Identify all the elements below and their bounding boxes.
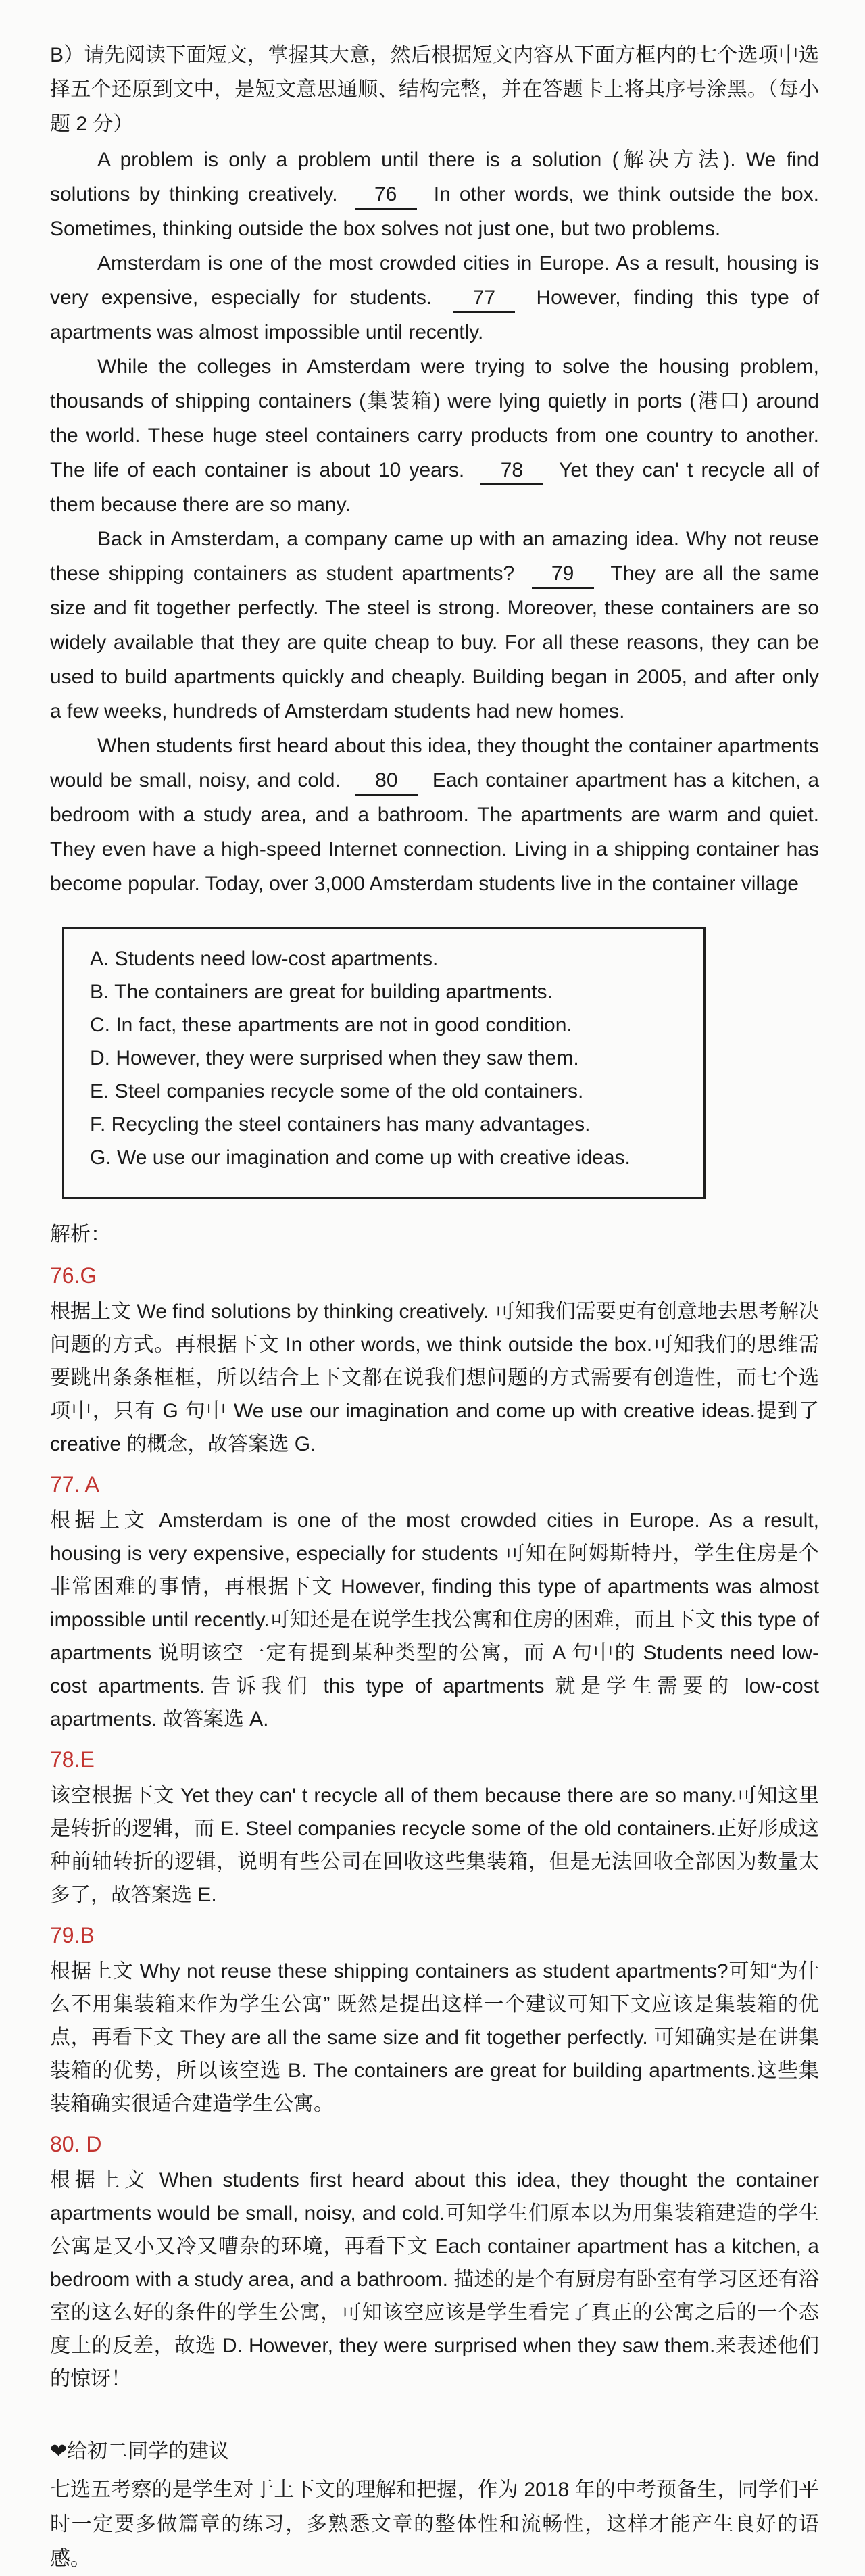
option-item: C. In fact, these apartments are not in good condition.: [90, 1014, 572, 1036]
option-item: E. Steel companies recycle some of the old containers.: [90, 1080, 584, 1102]
passage: [50, 143, 819, 901]
answer-blank-78: 78: [480, 458, 543, 485]
answer-blank-76: 76: [355, 182, 417, 210]
analysis-list: [50, 1259, 819, 2396]
answer-explanation: 根据上文 When students first heard about this idea, they thought the container apartments would be small, noisy, and cold.可知学生们原本以为用集装箱建造的学生公寓是又小又冷又嘈杂的环境，再看下文 Each container apartment has a kitchen, a bedroom with a study area, and a bathroom. 描述的是个有厨房有卧室有学习区还有浴室的这么好的条件的学生公寓，可知该空应该是学生看完了真正的公寓之后的一个态度上的反差，故选 D. However, they were surprised when they saw them.来表述他们的惊讶！: [50, 2169, 819, 2390]
answer-blank-80: 80: [355, 768, 418, 796]
passage-paragraph: While the colleges in Amsterdam were trying to solve the housing problem, thousands of shipping containers (集装箱) were lying quietly in ports (港口) around the world. These huge steel containers carry products from one country to another. The life of each container is about 10 years. 78 Yet they can' t recycle all of them because there are so many.: [50, 356, 819, 516]
passage-paragraph: Amsterdam is one of the most crowded cities in Europe. As a result, housing is very expensive, especially for students. 77 However, finding this type of apartments was almost impossible until recently.: [50, 252, 819, 343]
option-item: A. Students need low-cost apartments.: [90, 948, 439, 970]
answer-explanation: 根据上文 Amsterdam is one of the most crowded cities in Europe. As a result, housing is very expensive, especially for students 可知在阿姆斯特丹，学生住房是个非常困难的事情，再根据下文 However, finding this type of apartments was almost impossible until recently.可知还是在说学生找公寓和住房的困难，而且下文 this type of apartments 说明该空一定有提到某种类型的公寓，而 A 句中的 Students need low-cost apartments.告诉我们 this type of apartments 就是学生需要的 low-cost apartments. 故答案选 A.: [50, 1509, 819, 1730]
advice-title: 给初二同学的建议: [67, 2440, 230, 2462]
answer-label: 78.E: [50, 1747, 95, 1772]
advice-title-line: [50, 2435, 819, 2469]
answer-explanation: 该空根据下文 Yet they can' t recycle all of them because there are so many.可知这里是转折的逻辑，而 E. Steel companies recycle some of the old containers.正好形成这种前轴转折的逻辑，说明有些公司在回收这些集装箱，但是无法回收全部因为数量太多了，故答案选 E.: [50, 1784, 819, 1906]
answer-label: 77. A: [50, 1472, 99, 1497]
answer-blank-79: 79: [532, 561, 594, 589]
answer-explanation: 根据上文 We find solutions by thinking creatively. 可知我们需要更有创意地去思考解决问题的方式。再根据下文 In other words, we think outside the box.可知我们的思维需要跳出条条框框，所以结合上下文都在说我们想问题的方式需要有创造性，而七个选项中，只有 G 句中 We use our imagination and come up with creative ideas.提到了 creative 的概念，故答案选 G.: [50, 1301, 819, 1455]
answer-explanation: 根据上文 Why not reuse these shipping containers as student apartments?可知“为什么不用集装箱来作为学生公寓” 既然是提出这样一个建议可知下文应该是集装箱的优点，再看下文 They are all the same size and fit together perfectly. 可知确实是在讲集装箱的优势，所以该空选 B. The containers are great for building apartments.这些集装箱确实很适合建造学生公寓。: [50, 1960, 819, 2115]
passage-paragraph: When students first heard about this idea, they thought the container apartments would be small, noisy, and cold. 80 Each container apartment has a kitchen, a bedroom with a study area, and a bathroom. The apartments are warm and quiet. They even have a high-speed Internet connection. Living in a shipping container has become popular. Today, over 3,000 Amsterdam students live in the container village: [50, 735, 820, 895]
option-item: F. Recycling the steel containers has many advantages.: [90, 1113, 591, 1136]
analysis-heading: 解析：: [50, 1223, 111, 1246]
passage-paragraph: Back in Amsterdam, a company came up with an amazing idea. Why not reuse these shipping containers as student apartments? 79 They are all the same size and fit together perfectly. The steel is strong. Moreover, these containers are so widely available that they are quite cheap to buy. For all these reasons, they can be used to build apartments quickly and cheaply. Building began in 2005, and after only a few weeks, hundreds of Amsterdam students had new homes.: [50, 528, 820, 723]
answer-label: 79.B: [50, 1923, 95, 1947]
answer-label: 80. D: [50, 2132, 102, 2156]
options-box: [62, 927, 706, 1199]
advice-body: 七选五考察的是学生对于上下文的理解和把握，作为 2018 年的中考预备生，同学们平时一定要多做篇章的练习，多熟悉文章的整体性和流畅性，这样才能产生良好的语感。: [50, 2479, 819, 2570]
exercise-instructions: B）请先阅读下面短文，掌握其大意，然后根据短文内容从下面方框内的七个选项中选择五个还原到文中，是短文意思通顺、结构完整，并在答题卡上将其序号涂黑。（每小题 2 分）: [50, 44, 819, 135]
option-item: D. However, they were surprised when they saw them.: [90, 1047, 579, 1069]
answer-blank-77: 77: [453, 285, 515, 313]
answer-label: 76.G: [50, 1263, 97, 1288]
heart-icon: ❤: [50, 2440, 68, 2462]
passage-paragraph: A problem is only a problem until there is a solution (解决方法). We find solutions by thinking creatively. 76 In other words, we think outside the box. Sometimes, thinking outside the box solves not just one, but two problems.: [50, 149, 819, 240]
option-item: G. We use our imagination and come up with creative ideas.: [90, 1146, 631, 1169]
option-item: B. The containers are great for building apartments.: [90, 981, 553, 1003]
